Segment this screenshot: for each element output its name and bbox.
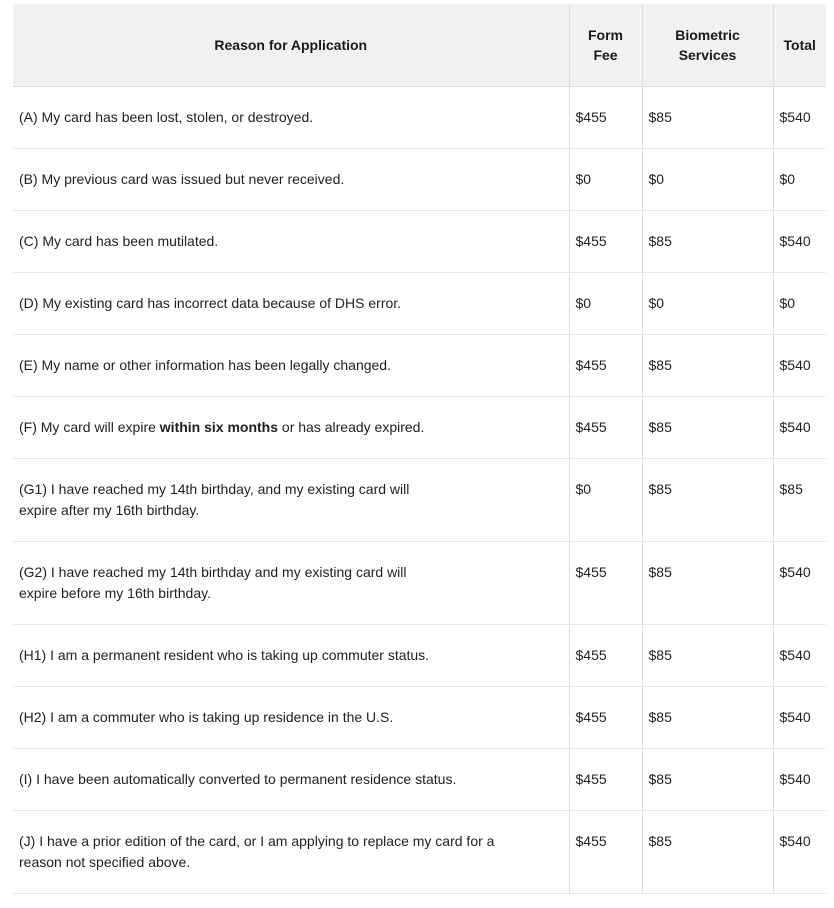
reason-cell bbox=[13, 687, 569, 749]
biometric-cell: $85 bbox=[642, 687, 773, 749]
reason-cell bbox=[13, 211, 569, 273]
total-cell: $540 bbox=[773, 811, 826, 894]
table-row bbox=[13, 273, 826, 335]
total-cell: $0 bbox=[773, 273, 826, 335]
biometric-cell: $85 bbox=[642, 397, 773, 459]
biometric-cell: $85 bbox=[642, 211, 773, 273]
total-cell: $540 bbox=[773, 749, 826, 811]
reason-text: (D) My existing card has incorrect data because of DHS error. bbox=[19, 295, 402, 311]
total-cell: $540 bbox=[773, 625, 826, 687]
form-fee-cell: $455 bbox=[569, 397, 642, 459]
header-biometric-label: Biometric Services bbox=[675, 27, 740, 63]
total-cell: $0 bbox=[773, 149, 826, 211]
reason-text-line2: expire after my 16th birthday. bbox=[19, 502, 200, 518]
total-cell: $540 bbox=[773, 335, 826, 397]
fee-table-container bbox=[13, 4, 826, 894]
header-biometric bbox=[642, 4, 773, 87]
form-fee-cell: $455 bbox=[569, 335, 642, 397]
header-form-fee bbox=[569, 4, 642, 87]
form-fee-cell: $455 bbox=[569, 87, 642, 149]
table-row bbox=[13, 687, 826, 749]
biometric-cell: $85 bbox=[642, 87, 773, 149]
reason-cell bbox=[13, 397, 569, 459]
biometric-cell: $85 bbox=[642, 625, 773, 687]
table-row bbox=[13, 335, 826, 397]
total-cell: $540 bbox=[773, 87, 826, 149]
table-row bbox=[13, 149, 826, 211]
reason-text: (G1) I have reached my 14th birthday, and my existing card will bbox=[19, 481, 410, 497]
fee-table bbox=[13, 4, 826, 894]
reason-cell bbox=[13, 87, 569, 149]
table-row bbox=[13, 542, 826, 625]
table-row bbox=[13, 397, 826, 459]
table-row bbox=[13, 87, 826, 149]
reason-cell bbox=[13, 811, 569, 894]
reason-cell bbox=[13, 273, 569, 335]
biometric-cell: $85 bbox=[642, 811, 773, 894]
reason-emphasis: within six months bbox=[159, 419, 279, 435]
form-fee-cell: $455 bbox=[569, 625, 642, 687]
table-row bbox=[13, 459, 826, 542]
reason-cell bbox=[13, 749, 569, 811]
reason-cell bbox=[13, 542, 569, 625]
reason-cell bbox=[13, 335, 569, 397]
biometric-cell: $85 bbox=[642, 459, 773, 542]
total-cell: $85 bbox=[773, 459, 826, 542]
total-cell: $540 bbox=[773, 397, 826, 459]
biometric-cell: $85 bbox=[642, 749, 773, 811]
reason-text: (F) My card will expire bbox=[19, 419, 160, 435]
biometric-cell: $0 bbox=[642, 273, 773, 335]
table-row bbox=[13, 749, 826, 811]
reason-text: (I) I have been automatically converted to permanent residence status. bbox=[19, 771, 457, 787]
table-row bbox=[13, 625, 826, 687]
header-reason: Reason for Application bbox=[13, 4, 569, 87]
reason-text: (E) My name or other information has been legally changed. bbox=[19, 357, 391, 373]
header-row bbox=[13, 4, 826, 87]
form-fee-cell: $455 bbox=[569, 211, 642, 273]
reason-cell bbox=[13, 625, 569, 687]
form-fee-cell: $455 bbox=[569, 811, 642, 894]
reason-text: (H1) I am a permanent resident who is taking up commuter status. bbox=[19, 647, 430, 663]
biometric-cell: $85 bbox=[642, 542, 773, 625]
table-row bbox=[13, 211, 826, 273]
reason-text: (B) My previous card was issued but never received. bbox=[19, 171, 345, 187]
table-row bbox=[13, 811, 826, 894]
form-fee-cell: $0 bbox=[569, 459, 642, 542]
reason-text-line2: expire before my 16th birthday. bbox=[19, 585, 211, 601]
total-cell: $540 bbox=[773, 542, 826, 625]
form-fee-cell: $455 bbox=[569, 749, 642, 811]
header-form-fee-label: Form Fee bbox=[588, 27, 623, 63]
biometric-cell: $0 bbox=[642, 149, 773, 211]
reason-text: (A) My card has been lost, stolen, or destroyed. bbox=[19, 109, 314, 125]
form-fee-cell: $455 bbox=[569, 687, 642, 749]
reason-text: (G2) I have reached my 14th birthday and my existing card will bbox=[19, 564, 407, 580]
reason-text: (C) My card has been mutilated. bbox=[19, 233, 219, 249]
reason-text: (J) I have a prior edition of the card, or I am applying to replace my card for a bbox=[19, 833, 495, 849]
biometric-cell: $85 bbox=[642, 335, 773, 397]
reason-cell bbox=[13, 459, 569, 542]
reason-cell bbox=[13, 149, 569, 211]
reason-text-end: or has already expired. bbox=[278, 419, 425, 435]
form-fee-cell: $0 bbox=[569, 273, 642, 335]
header-total: Total bbox=[773, 4, 826, 87]
form-fee-cell: $455 bbox=[569, 542, 642, 625]
form-fee-cell: $0 bbox=[569, 149, 642, 211]
total-cell: $540 bbox=[773, 687, 826, 749]
total-cell: $540 bbox=[773, 211, 826, 273]
reason-text-line2: reason not specified above. bbox=[19, 854, 191, 870]
reason-text: (H2) I am a commuter who is taking up residence in the U.S. bbox=[19, 709, 394, 725]
